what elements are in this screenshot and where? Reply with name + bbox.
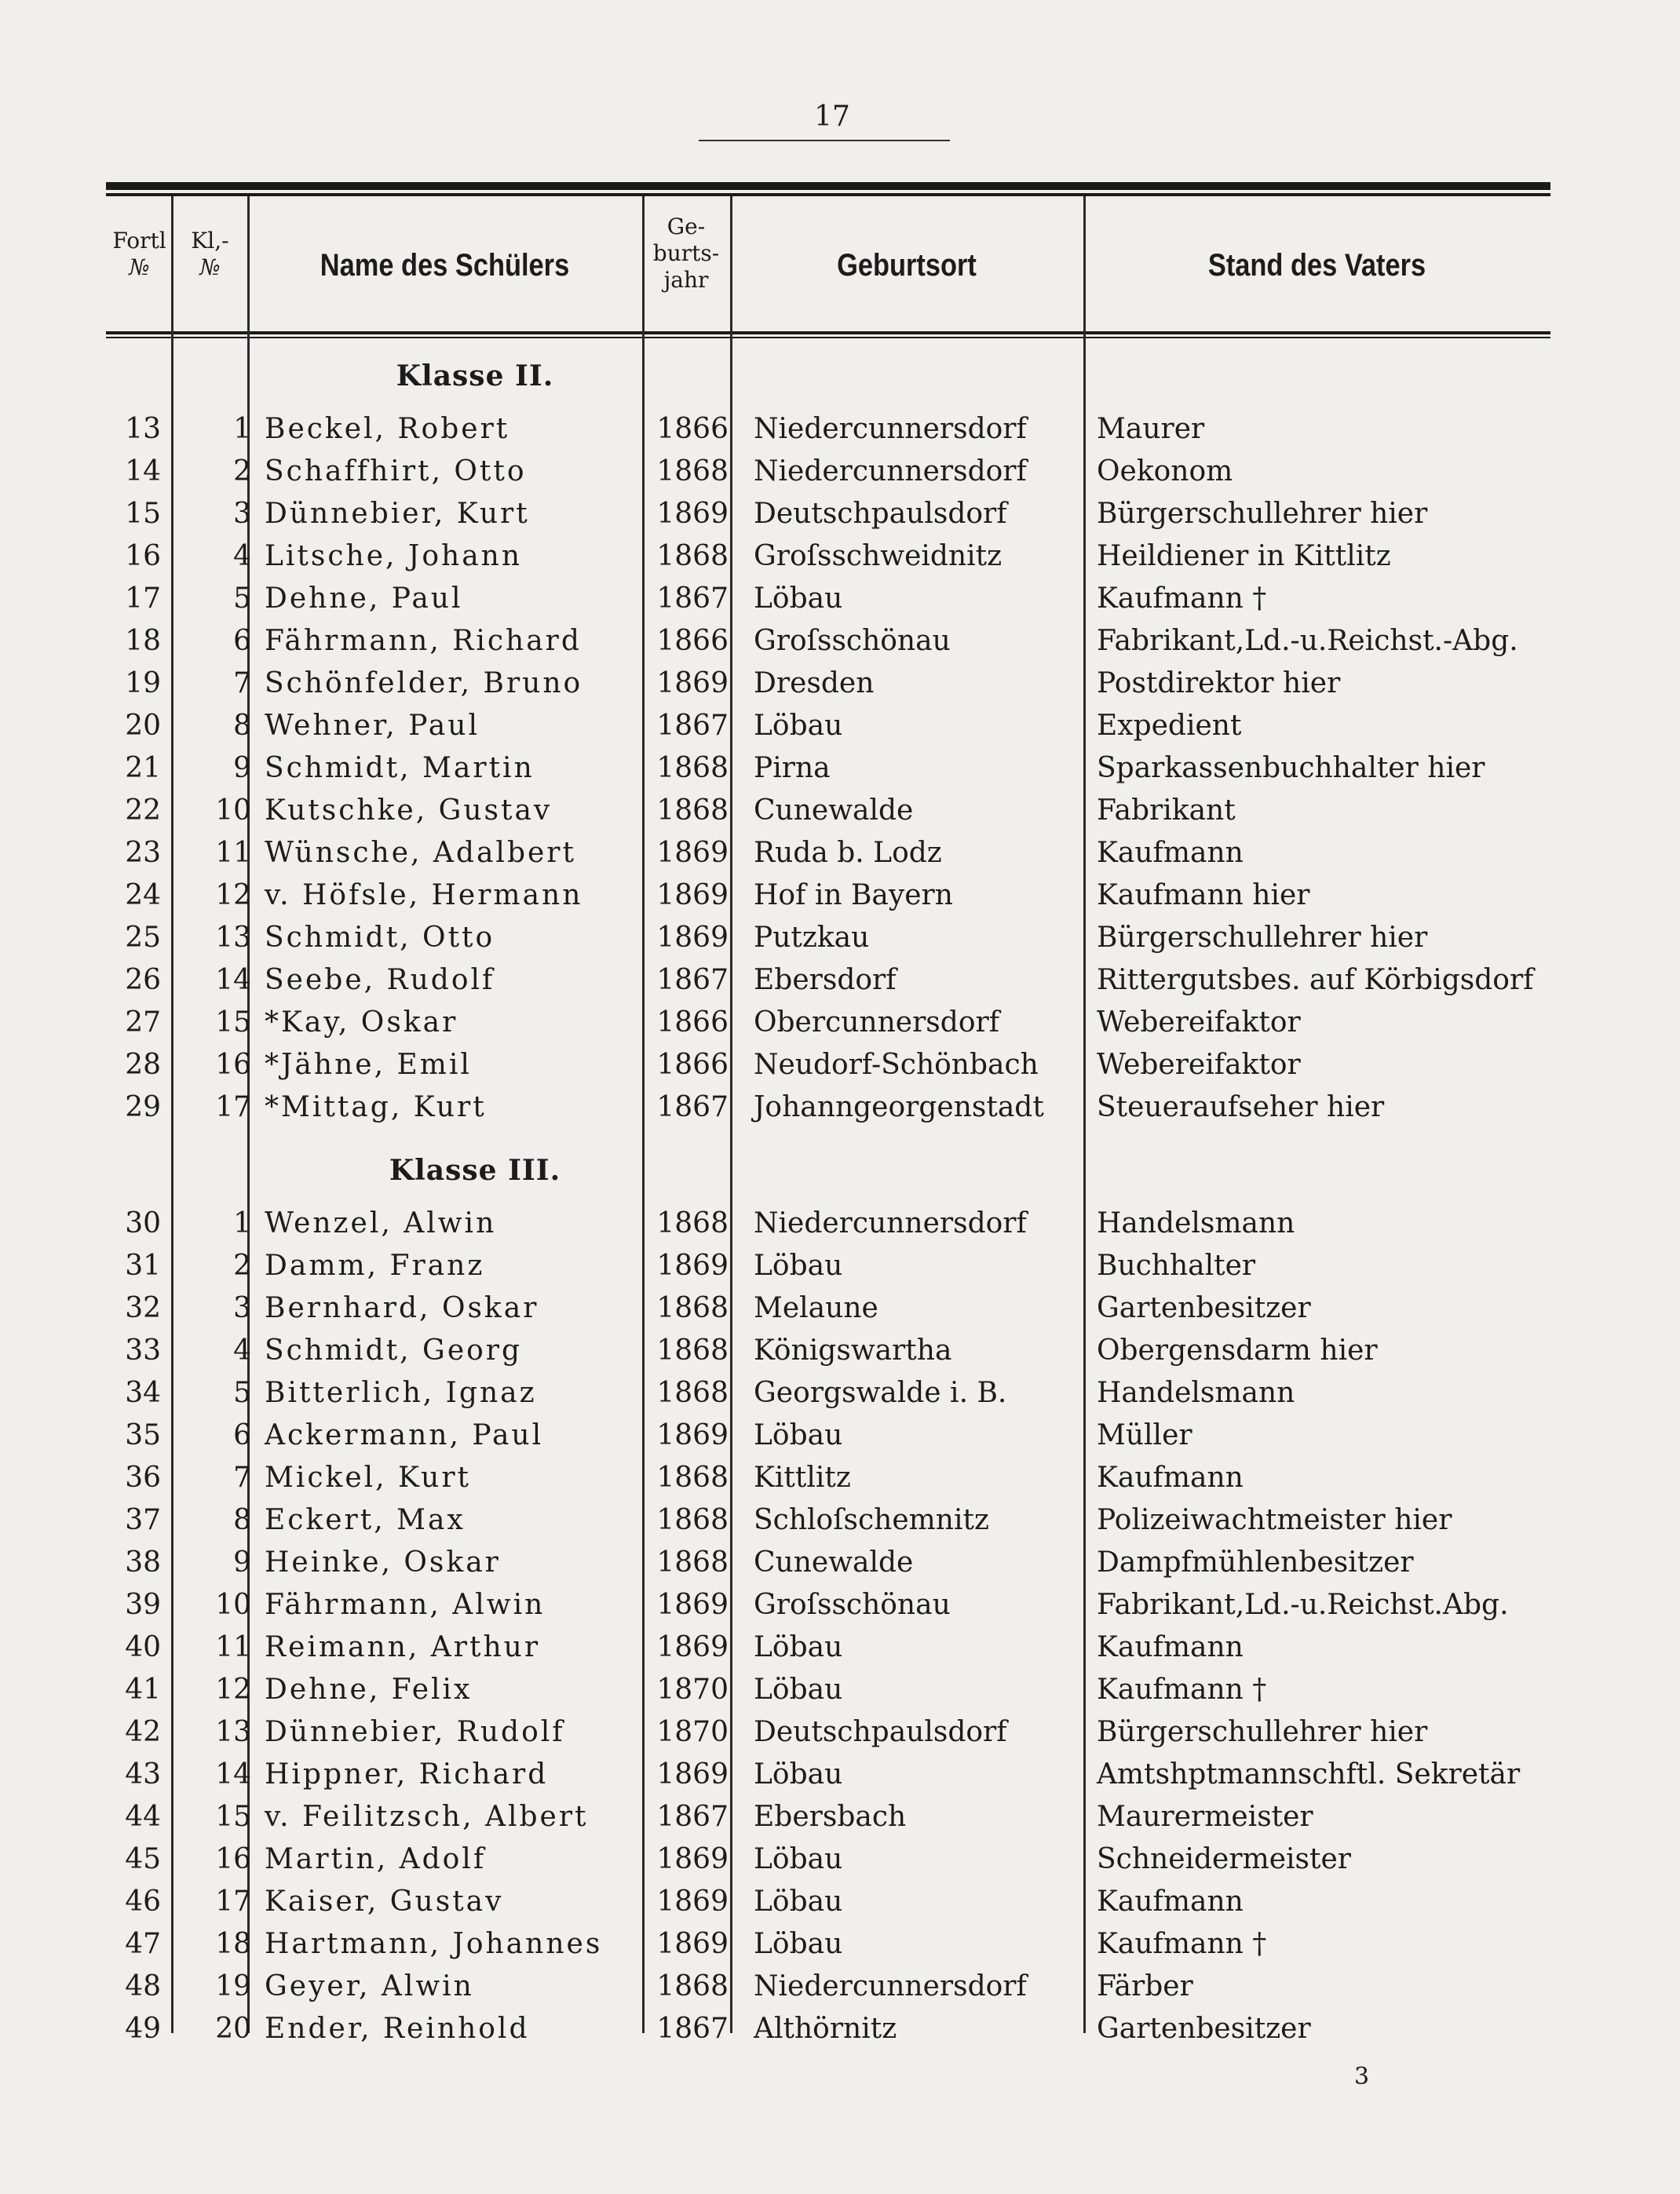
cell-vater: Bürgerschullehrer hier — [1097, 1716, 1428, 1748]
cell-ort: Löbau — [754, 710, 843, 742]
cell-jahr: 1867 — [656, 582, 729, 615]
cell-ort: Ebersdorf — [754, 964, 897, 996]
header-jahr — [642, 214, 730, 294]
cell-ort: Niedercunnersdorf — [754, 455, 1027, 487]
cell-vater: Fabrikant,Ld.-u.Reichst.Abg. — [1097, 1589, 1509, 1621]
cell-kl: 14 — [215, 964, 251, 996]
cell-name: Schmidt, Georg — [265, 1334, 523, 1367]
cell-kl: 5 — [233, 582, 251, 615]
cell-jahr: 1869 — [656, 1928, 729, 1960]
cell-jahr: 1869 — [656, 1843, 729, 1875]
cell-vater: Sparkassenbuchhalter hier — [1097, 752, 1485, 784]
cell-fortl: 42 — [125, 1716, 161, 1748]
cell-jahr: 1866 — [656, 1049, 729, 1081]
cell-fortl: 22 — [125, 794, 161, 827]
cell-jahr: 1870 — [656, 1674, 729, 1706]
cell-kl: 13 — [215, 1716, 251, 1748]
cell-ort: Groſsschönau — [754, 625, 951, 657]
cell-jahr: 1869 — [656, 1589, 729, 1621]
cell-fortl: 48 — [125, 1970, 161, 2002]
cell-ort: Neudorf-Schönbach — [754, 1049, 1039, 1081]
column-divider — [642, 196, 645, 2033]
cell-ort: Dresden — [754, 667, 875, 699]
cell-jahr: 1868 — [656, 1970, 729, 2002]
cell-name: Litsche, Johann — [265, 540, 523, 572]
header-name: Name des Schülers — [320, 248, 570, 283]
cell-fortl: 15 — [125, 498, 161, 530]
cell-ort: Deutschpaulsdorf — [754, 1716, 1007, 1748]
cell-name: Wehner, Paul — [265, 710, 480, 742]
cell-fortl: 20 — [125, 710, 161, 742]
cell-jahr: 1867 — [656, 1091, 729, 1123]
cell-ort: Königswartha — [754, 1334, 952, 1367]
cell-fortl: 25 — [125, 922, 161, 954]
cell-kl: 6 — [233, 625, 251, 657]
cell-name: Beckel, Robert — [265, 413, 510, 445]
cell-vater: Buchhalter — [1097, 1250, 1256, 1282]
cell-jahr: 1866 — [656, 413, 729, 445]
cell-kl: 3 — [233, 498, 251, 530]
cell-jahr: 1867 — [656, 964, 729, 996]
cell-ort: Ebersbach — [754, 1801, 907, 1833]
header-jahr-line3: jahr — [663, 267, 709, 293]
header-kl-label: Kl,- — [191, 228, 229, 254]
cell-ort: Löbau — [754, 1758, 843, 1791]
cell-vater: Färber — [1097, 1970, 1193, 2002]
header-fortl — [106, 228, 173, 281]
cell-vater: Kaufmann † — [1097, 1928, 1267, 1960]
page-number: 17 — [814, 100, 850, 133]
page-number-rule — [699, 140, 950, 141]
cell-name: Kaiser, Gustav — [265, 1886, 504, 1918]
cell-ort: Löbau — [754, 1886, 843, 1918]
cell-name: Ender, Reinhold — [265, 2013, 530, 2045]
cell-fortl: 13 — [125, 413, 161, 445]
cell-fortl: 29 — [125, 1091, 161, 1123]
cell-ort: Ruda b. Lodz — [754, 837, 942, 869]
cell-vater: Handelsmann — [1097, 1377, 1295, 1409]
cell-ort: Niedercunnersdorf — [754, 1207, 1027, 1239]
cell-name: Mickel, Kurt — [265, 1462, 472, 1494]
header-jahr-line2: burts- — [652, 240, 720, 266]
cell-kl: 15 — [215, 1801, 251, 1833]
cell-jahr: 1869 — [656, 498, 729, 530]
cell-jahr: 1868 — [656, 1377, 729, 1409]
cell-vater: Kaufmann — [1097, 1462, 1244, 1494]
cell-kl: 11 — [215, 837, 251, 869]
cell-jahr: 1866 — [656, 1006, 729, 1039]
cell-name: Martin, Adolf — [265, 1843, 487, 1875]
cell-kl: 13 — [215, 922, 251, 954]
cell-ort: Althörnitz — [754, 2013, 897, 2045]
cell-jahr: 1869 — [656, 1250, 729, 1282]
cell-ort: Pirna — [754, 752, 831, 784]
cell-fortl: 46 — [125, 1886, 161, 1918]
cell-ort: Niedercunnersdorf — [754, 1970, 1027, 2002]
cell-vater: Postdirektor hier — [1097, 667, 1341, 699]
cell-fortl: 36 — [125, 1462, 161, 1494]
cell-name: *Kay, Oskar — [265, 1006, 458, 1039]
header-vater: Stand des Vaters — [1207, 248, 1426, 283]
cell-vater: Webereifaktor — [1097, 1049, 1301, 1081]
cell-ort: Groſsschweidnitz — [754, 540, 1003, 572]
cell-jahr: 1868 — [656, 794, 729, 827]
cell-kl: 3 — [233, 1292, 251, 1324]
cell-kl: 14 — [215, 1758, 251, 1791]
cell-fortl: 32 — [125, 1292, 161, 1324]
cell-ort: Löbau — [754, 1419, 843, 1451]
top-rule-thick — [106, 182, 1550, 190]
header-ort: Geburtsort — [837, 248, 977, 283]
header-fortl-number-sign: № — [129, 254, 150, 280]
cell-jahr: 1869 — [656, 1419, 729, 1451]
cell-vater: Handelsmann — [1097, 1207, 1295, 1239]
cell-vater: Bürgerschullehrer hier — [1097, 922, 1428, 954]
cell-kl: 10 — [215, 794, 251, 827]
cell-ort: Niedercunnersdorf — [754, 413, 1027, 445]
cell-vater: Kaufmann † — [1097, 582, 1267, 615]
cell-vater: Heildiener in Kittlitz — [1097, 540, 1391, 572]
cell-ort: Löbau — [754, 1631, 843, 1663]
cell-kl: 19 — [215, 1970, 251, 2002]
cell-name: Dünnebier, Kurt — [265, 498, 530, 530]
cell-fortl: 38 — [125, 1546, 161, 1579]
cell-fortl: 16 — [125, 540, 161, 572]
cell-ort: Putzkau — [754, 922, 870, 954]
cell-fortl: 31 — [125, 1250, 161, 1282]
cell-name: Seebe, Rudolf — [265, 964, 495, 996]
cell-jahr: 1869 — [656, 837, 729, 869]
cell-fortl: 26 — [125, 964, 161, 996]
cell-name: Fährmann, Richard — [265, 625, 582, 657]
cell-name: Ackermann, Paul — [265, 1419, 544, 1451]
cell-kl: 9 — [233, 1546, 251, 1579]
cell-jahr: 1867 — [656, 1801, 729, 1833]
cell-vater: Expedient — [1097, 710, 1242, 742]
cell-ort: Löbau — [754, 1674, 843, 1706]
cell-ort: Deutschpaulsdorf — [754, 498, 1007, 530]
cell-fortl: 39 — [125, 1589, 161, 1621]
cell-name: Schmidt, Otto — [265, 922, 495, 954]
cell-ort: Melaune — [754, 1292, 878, 1324]
header-kl — [173, 228, 247, 281]
cell-fortl: 34 — [125, 1377, 161, 1409]
cell-vater: Gartenbesitzer — [1097, 1292, 1311, 1324]
cell-vater: Kaufmann — [1097, 1631, 1244, 1663]
cell-name: Reimann, Arthur — [265, 1631, 541, 1663]
cell-kl: 16 — [215, 1049, 251, 1081]
cell-fortl: 49 — [125, 2013, 161, 2045]
cell-jahr: 1868 — [656, 1292, 729, 1324]
cell-fortl: 45 — [125, 1843, 161, 1875]
cell-fortl: 35 — [125, 1419, 161, 1451]
cell-vater: Gartenbesitzer — [1097, 2013, 1311, 2045]
cell-name: Damm, Franz — [265, 1250, 485, 1282]
cell-kl: 2 — [233, 455, 251, 487]
cell-vater: Fabrikant — [1097, 794, 1236, 827]
cell-jahr: 1869 — [656, 1758, 729, 1791]
cell-jahr: 1869 — [656, 1886, 729, 1918]
cell-ort: Löbau — [754, 582, 843, 615]
section-title-klasse-2: Klasse II. — [396, 360, 554, 392]
cell-name: Dehne, Felix — [265, 1674, 473, 1706]
cell-kl: 4 — [233, 540, 251, 572]
cell-kl: 6 — [233, 1419, 251, 1451]
cell-jahr: 1868 — [656, 1207, 729, 1239]
cell-vater: Kaufmann — [1097, 837, 1244, 869]
cell-vater: Rittergutsbes. auf Körbigsdorf — [1097, 964, 1534, 996]
cell-ort: Johanngeorgenstadt — [754, 1091, 1044, 1123]
cell-fortl: 43 — [125, 1758, 161, 1791]
cell-jahr: 1869 — [656, 922, 729, 954]
cell-kl: 17 — [215, 1886, 251, 1918]
cell-fortl: 27 — [125, 1006, 161, 1039]
cell-kl: 11 — [215, 1631, 251, 1663]
cell-jahr: 1868 — [656, 540, 729, 572]
top-rule-thin — [106, 193, 1550, 196]
cell-kl: 4 — [233, 1334, 251, 1367]
header-jahr-line1: Ge- — [667, 214, 706, 239]
cell-vater: Kaufmann † — [1097, 1674, 1267, 1706]
cell-name: Wenzel, Alwin — [265, 1207, 497, 1239]
cell-fortl: 19 — [125, 667, 161, 699]
cell-kl: 1 — [233, 413, 251, 445]
cell-kl: 12 — [215, 1674, 251, 1706]
cell-fortl: 37 — [125, 1504, 161, 1536]
signature-mark: 3 — [1354, 2063, 1370, 2090]
cell-name: Schönfelder, Bruno — [265, 667, 583, 699]
cell-name: Kutschke, Gustav — [265, 794, 553, 827]
cell-vater: Polizeiwachtmeister hier — [1097, 1504, 1452, 1536]
cell-ort: Obercunnersdorf — [754, 1006, 1000, 1039]
cell-vater: Oekonom — [1097, 455, 1233, 487]
cell-fortl: 30 — [125, 1207, 161, 1239]
cell-kl: 2 — [233, 1250, 251, 1282]
cell-name: Fährmann, Alwin — [265, 1589, 546, 1621]
cell-ort: Cunewalde — [754, 1546, 914, 1579]
cell-jahr: 1870 — [656, 1716, 729, 1748]
header-bottom-rule-thin — [106, 337, 1550, 338]
header-fortl-label: Fortl — [112, 228, 166, 254]
cell-fortl: 47 — [125, 1928, 161, 1960]
cell-vater: Kaufmann — [1097, 1886, 1244, 1918]
cell-kl: 10 — [215, 1589, 251, 1621]
cell-vater: Dampfmühlenbesitzer — [1097, 1546, 1414, 1579]
cell-name: Schmidt, Martin — [265, 752, 535, 784]
cell-name: Dünnebier, Rudolf — [265, 1716, 565, 1748]
cell-fortl: 24 — [125, 879, 161, 911]
cell-name: *Jähne, Emil — [265, 1049, 472, 1081]
cell-ort: Löbau — [754, 1843, 843, 1875]
cell-vater: Maurer — [1097, 413, 1205, 445]
cell-vater: Webereifaktor — [1097, 1006, 1301, 1039]
cell-jahr: 1869 — [656, 667, 729, 699]
cell-kl: 17 — [215, 1091, 251, 1123]
cell-name: Hippner, Richard — [265, 1758, 549, 1791]
cell-vater: Fabrikant,Ld.-u.Reichst.-Abg. — [1097, 625, 1518, 657]
cell-kl: 15 — [215, 1006, 251, 1039]
cell-ort: Hof in Bayern — [754, 879, 953, 911]
cell-jahr: 1867 — [656, 2013, 729, 2045]
cell-vater: Kaufmann hier — [1097, 879, 1310, 911]
cell-name: Bitterlich, Ignaz — [265, 1377, 537, 1409]
cell-kl: 16 — [215, 1843, 251, 1875]
cell-kl: 7 — [233, 667, 251, 699]
cell-name: Hartmann, Johannes — [265, 1928, 603, 1960]
cell-fortl: 14 — [125, 455, 161, 487]
cell-jahr: 1867 — [656, 710, 729, 742]
cell-vater: Obergensdarm hier — [1097, 1334, 1378, 1367]
cell-vater: Steueraufseher hier — [1097, 1091, 1385, 1123]
cell-jahr: 1868 — [656, 1546, 729, 1579]
cell-kl: 12 — [215, 879, 251, 911]
cell-jahr: 1868 — [656, 1334, 729, 1367]
cell-name: Dehne, Paul — [265, 582, 463, 615]
column-divider — [730, 196, 732, 2033]
cell-vater: Maurermeister — [1097, 1801, 1313, 1833]
cell-jahr: 1868 — [656, 1462, 729, 1494]
cell-ort: Cunewalde — [754, 794, 914, 827]
cell-fortl: 17 — [125, 582, 161, 615]
cell-ort: Kittlitz — [754, 1462, 851, 1494]
cell-kl: 18 — [215, 1928, 251, 1960]
cell-vater: Amtshptmannschftl. Sekretär — [1097, 1758, 1521, 1791]
cell-ort: Groſsschönau — [754, 1589, 951, 1621]
cell-jahr: 1869 — [656, 879, 729, 911]
cell-jahr: 1869 — [656, 1631, 729, 1663]
header-bottom-rule — [106, 331, 1550, 334]
cell-fortl: 23 — [125, 837, 161, 869]
cell-fortl: 18 — [125, 625, 161, 657]
cell-name: Wünsche, Adalbert — [265, 837, 576, 869]
cell-fortl: 28 — [125, 1049, 161, 1081]
cell-fortl: 33 — [125, 1334, 161, 1367]
cell-fortl: 40 — [125, 1631, 161, 1663]
cell-ort: Georgswalde i. B. — [754, 1377, 1007, 1409]
cell-name: Schaffhirt, Otto — [265, 455, 527, 487]
cell-fortl: 44 — [125, 1801, 161, 1833]
cell-name: Heinke, Oskar — [265, 1546, 501, 1579]
cell-name: Eckert, Max — [265, 1504, 466, 1536]
column-divider — [1083, 196, 1086, 2033]
cell-kl: 9 — [233, 752, 251, 784]
cell-fortl: 21 — [125, 752, 161, 784]
cell-vater: Bürgerschullehrer hier — [1097, 498, 1428, 530]
cell-vater: Müller — [1097, 1419, 1192, 1451]
cell-kl: 8 — [233, 710, 251, 742]
cell-kl: 7 — [233, 1462, 251, 1494]
cell-jahr: 1866 — [656, 625, 729, 657]
cell-jahr: 1868 — [656, 752, 729, 784]
cell-ort: Schloſschemnitz — [754, 1504, 989, 1536]
cell-kl: 20 — [215, 2013, 251, 2045]
header-kl-number-sign: № — [199, 254, 221, 280]
cell-name: Bernhard, Oskar — [265, 1292, 539, 1324]
cell-jahr: 1868 — [656, 455, 729, 487]
cell-name: Geyer, Alwin — [265, 1970, 474, 2002]
cell-name: *Mittag, Kurt — [265, 1091, 487, 1123]
cell-ort: Löbau — [754, 1250, 843, 1282]
cell-ort: Löbau — [754, 1928, 843, 1960]
cell-kl: 5 — [233, 1377, 251, 1409]
cell-fortl: 41 — [125, 1674, 161, 1706]
cell-vater: Schneidermeister — [1097, 1843, 1351, 1875]
cell-name: v. Feilitzsch, Albert — [265, 1801, 589, 1833]
cell-kl: 8 — [233, 1504, 251, 1536]
cell-kl: 1 — [233, 1207, 251, 1239]
cell-jahr: 1868 — [656, 1504, 729, 1536]
section-title-klasse-3: Klasse III. — [389, 1154, 561, 1187]
cell-name: v. Höfsle, Hermann — [265, 879, 583, 911]
